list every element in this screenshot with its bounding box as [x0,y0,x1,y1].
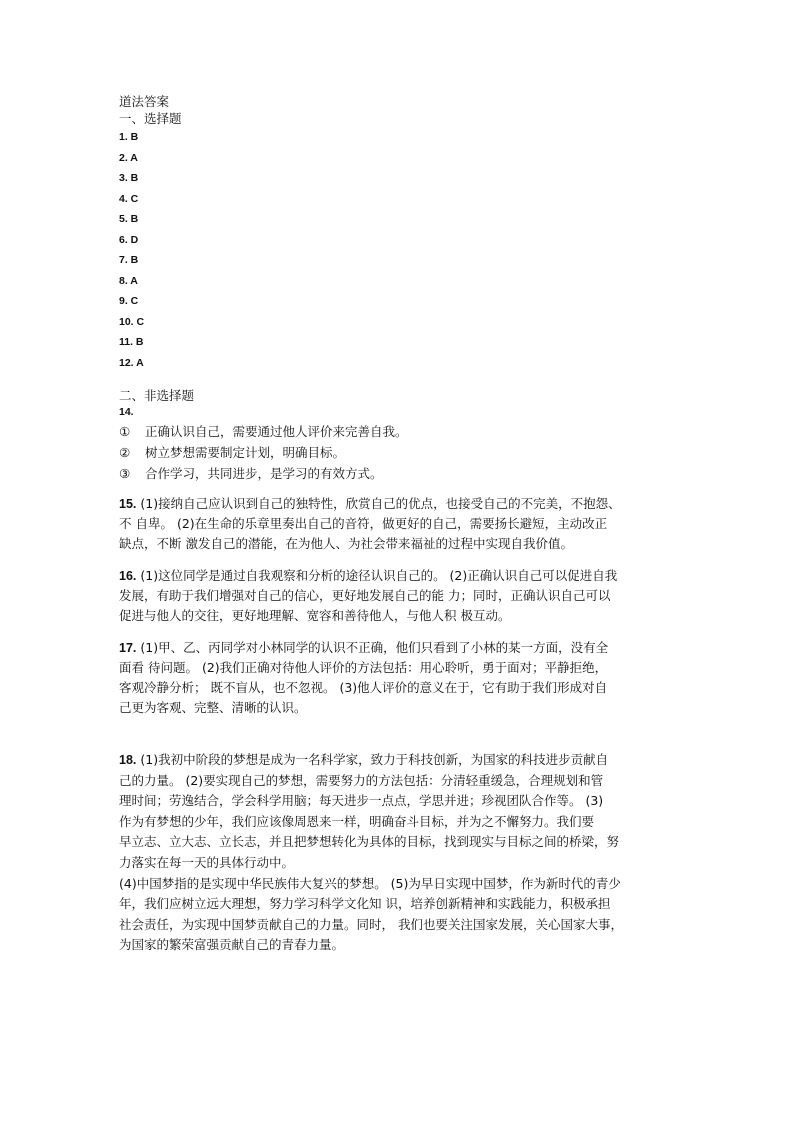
circled-number: ③ [119,466,131,481]
paragraph-line: (1)这位同学是通过自我观察和分析的途径认识自己的。 (2)正确认识自己可以促进自我 [140,568,618,583]
paragraph-line: 早立志、立大志、立长志，并且把梦想转化为具体的目标，找到现实与目标之间的桥梁，努 [119,834,620,850]
question-16 [119,566,689,626]
document-title: 道法答案 [119,94,170,109]
answer-item: 1. B [119,131,139,143]
section-heading-nonchoice: 二、非选择题 [119,388,195,403]
paragraph-line: (1)甲、乙、丙同学对小林同学的认识不正确，他们只看到了小林的某一方面，没有全 [140,640,609,655]
answer-item: 2. A [119,151,138,164]
paragraph-line: 社会责任，为实现中国梦贡献自己的力量。同时， 我们也要关注国家发展，关心国家大事， [119,916,623,932]
paragraph-line: 作为有梦想的少年，我们应该像周恩来一样，明确奋斗目标，并为之不懈努力。我们要 [119,813,595,829]
paragraph-line: 为国家的繁荣富强贡献自己的青春力量。 [119,937,345,953]
paragraph-line: 发展，有助于我们增强对自己的信心，更好地发展自己的能 力；同时，正确认识自己可以 [119,588,611,603]
question-14 [119,404,689,484]
section-heading-choice: 一、选择题 [119,111,182,126]
q14-item [119,442,689,463]
q14-item-text: 正确认识自己，需要通过他人评价来完善自我。 [145,424,408,439]
circled-number: ② [119,445,131,460]
q14-item [119,463,689,484]
question-number: 18. [119,753,137,767]
q14-item-text: 合作学习，共同进步，是学习的有效方式。 [145,466,383,481]
question-17 [119,638,689,718]
answer-item: 12. A [119,356,144,369]
answer-item: 4. C [119,192,139,205]
answer-document [119,93,689,956]
answer-list [119,127,689,373]
q14-item [119,421,689,442]
paragraph-line: (1)我初中阶段的梦想是成为一名科学家，致力于科技创新，为国家的科技进步贡献自 [140,752,609,767]
paragraph-line: 促进与他人的交往，更好地理解、宽容和善待他人，与他人积 极互动。 [119,608,511,623]
answer-item: 3. B [119,172,139,184]
paragraph-line: 年，我们应树立远大理想，努力学习科学文化知 识，培养创新精神和实践能力，积极承担 [119,896,611,912]
question-number: 14. [119,406,134,418]
answer-item: 7. B [119,254,139,266]
paragraph-line: 缺点，不断 激发自己的潜能，在为他人、为社会带来福祉的过程中实现自我价值。 [119,536,573,551]
paragraph-line: 理时间；劳逸结合，学会科学用脑；每天进步一点点，学思并进；珍视团队合作等。 (3) [119,793,604,809]
paragraph-line: 面看 待问题。 (2)我们正确对待他人评价的方法包括：用心聆听，勇于面对；平静拒绝， [119,660,608,675]
answer-item: 9. C [119,295,139,307]
paragraph-line: (1)接纳自己应认识到自己的独特性，欣赏自己的优点，也接受自己的不完美，不抱怨、 [140,496,621,511]
paragraph-line: 力落实在每一天的具体行动中。 [119,854,295,870]
paragraph-line: 己的力量。 (2)要实现自己的梦想，需要努力的方法包括：分清轻重缓急，合理规划和管 [119,772,604,788]
question-18 [119,750,689,956]
q14-item-text: 树立梦想需要制定计划，明确目标。 [145,445,346,460]
question-number: 16. [119,569,137,583]
paragraph-line: 己更为客观、完整、清晰的认识。 [119,700,307,715]
answer-item: 6. D [119,233,139,246]
question-number: 15. [119,497,137,511]
question-15 [119,494,689,554]
paragraph-line: (4)中国梦指的是实现中华民族伟大复兴的梦想。 (5)为早日实现中国梦，作为新时代的青少 [119,875,621,891]
answer-item: 5. B [119,213,139,225]
answer-item: 8. A [119,274,138,287]
paragraph-line: 不 自卑。 (2)在生命的乐章里奏出自己的音符，做更好的自己，需要扬长避短，主动改正 [119,516,608,531]
answer-item: 10. C [119,315,145,328]
circled-number: ① [119,424,131,439]
question-number: 17. [119,641,137,655]
paragraph-line: 客观冷静分析； 既不盲从，也不忽视。 (3)他人评价的意义在于，它有助于我们形成对自 [119,680,608,695]
answer-item: 11. B [119,336,144,348]
